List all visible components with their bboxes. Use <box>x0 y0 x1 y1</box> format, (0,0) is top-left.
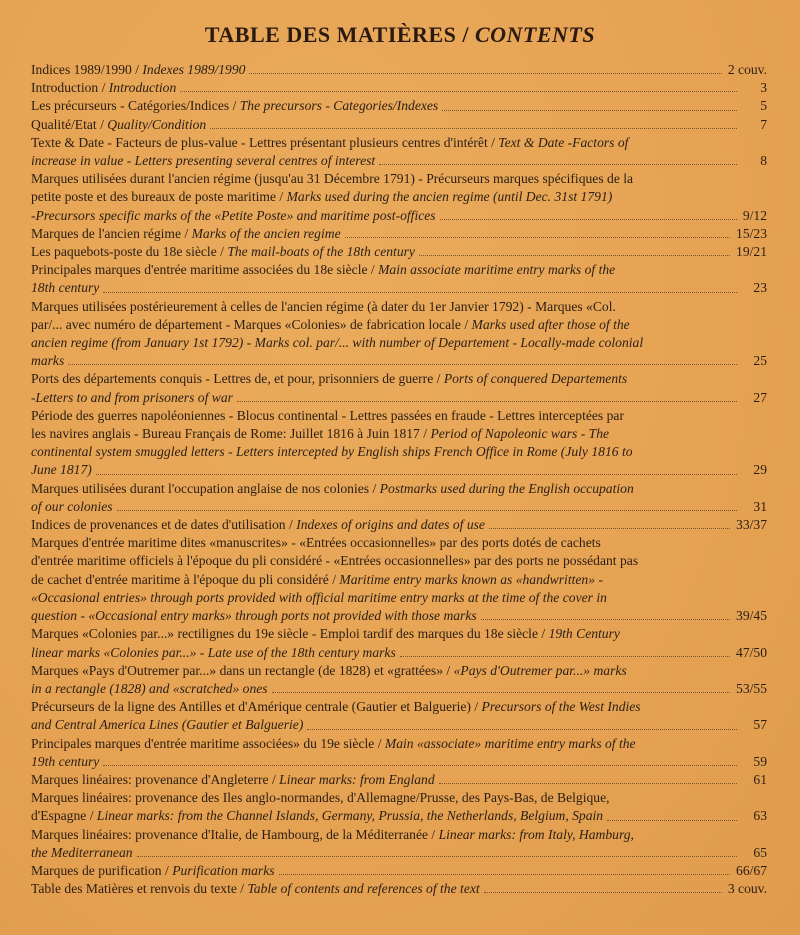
dot-leader <box>237 401 737 402</box>
entry-text-en: Indexes of origins and dates of use <box>296 517 485 533</box>
toc-entry-line <box>31 334 767 352</box>
toc-entry <box>31 516 767 534</box>
toc-entry-last-line <box>31 880 767 898</box>
toc-entry <box>31 407 767 480</box>
entry-separator: / <box>470 699 482 715</box>
toc-entry-line <box>31 480 767 498</box>
toc-entry-last-line <box>31 680 767 698</box>
entry-last-text <box>31 862 275 880</box>
toc-entry-line <box>31 188 767 206</box>
entry-text-fr: Marques linéaires: provenance d'Angleterre <box>31 771 269 787</box>
entry-last-text <box>31 352 64 370</box>
entry-text-en: linear marks «Colonies par...» - Late use of the 18th century marks <box>31 644 396 660</box>
toc-entry-last-line <box>31 97 767 115</box>
toc-entry <box>31 880 767 898</box>
page-number: 27 <box>753 389 767 405</box>
dot-leader <box>345 237 730 238</box>
entry-text-en: The precursors - Categories/Indexes <box>239 98 439 114</box>
toc-entry <box>31 79 767 97</box>
entry-text-fr: Marques linéaires: provenance d'Italie, de Hambourg, de la Méditerranée <box>31 826 429 842</box>
toc-entry <box>31 134 767 170</box>
entry-text-fr: de cachet d'entrée maritime à l'époque du pli considéré <box>31 571 329 587</box>
page-number: 3 <box>760 80 767 96</box>
entry-text-en: Linear marks: from England <box>279 771 435 787</box>
page-number: 15/23 <box>736 225 767 241</box>
entry-last-text <box>31 97 438 115</box>
toc-entry-last-line <box>31 389 767 407</box>
toc-entry-line <box>31 316 767 334</box>
entry-text-fr: Table des Matières et renvois du texte <box>31 881 237 897</box>
dot-leader <box>137 856 737 857</box>
entry-text-en: «Occasional entries» through ports provided with official maritime entry marks at the time of the cover in <box>31 589 607 605</box>
toc-entry-line <box>31 170 767 188</box>
entry-text-en: «Pays d'Outremer par...» marks <box>453 662 627 678</box>
toc-entry-last-line <box>31 716 767 734</box>
toc-entry-last-line <box>31 152 767 170</box>
toc-entry-line <box>31 134 767 152</box>
toc-entry-line <box>31 407 767 425</box>
dot-leader <box>440 219 737 220</box>
toc-entry-last-line <box>31 79 767 97</box>
entry-text-fr: Introduction <box>31 80 99 96</box>
entry-text-en: 19th Century <box>548 626 620 642</box>
entry-text-fr: Marques de l'ancien régime <box>31 225 182 241</box>
entry-separator: / <box>460 316 472 332</box>
entry-text-en: -Precursors specific marks of the «Petite Poste» and maritime post-offices <box>31 207 436 223</box>
entry-separator: / <box>367 262 379 278</box>
toc-entry <box>31 243 767 261</box>
page-number: 5 <box>760 98 767 114</box>
dot-leader <box>180 91 737 92</box>
entry-text-fr: par/... avec numéro de département - Marques «Colonies» de fabrication locale <box>31 316 461 332</box>
toc-entry-line <box>31 789 767 807</box>
toc-entry-last-line <box>31 61 767 79</box>
toc-entry-last-line <box>31 116 767 134</box>
entry-text-fr: Indices de provenances et de dates d'utilisation <box>31 517 286 533</box>
page-number: 65 <box>753 844 767 860</box>
entry-text-fr: Les précurseurs - Catégories/Indices <box>31 98 230 114</box>
page-number: 53/55 <box>736 680 767 696</box>
page-title <box>0 22 800 48</box>
page-number: 25 <box>753 353 767 369</box>
entry-text-en: Maritime entry marks known as «handwritten» - <box>339 571 603 587</box>
dot-leader <box>607 820 737 821</box>
entry-last-text <box>31 79 176 97</box>
entry-separator: / <box>419 426 431 442</box>
entry-text-en: Linear marks: from Italy, Hamburg, <box>438 826 634 842</box>
dot-leader <box>484 892 722 893</box>
entry-text-en: Precursors of the West Indies <box>481 699 641 715</box>
dot-leader <box>400 656 730 657</box>
entry-last-text <box>31 680 268 698</box>
entry-separator: / <box>328 571 340 587</box>
toc-entry-last-line <box>31 862 767 880</box>
toc-entry-line <box>31 625 767 643</box>
entry-text-en: Main «associate» maritime entry marks of the <box>384 735 636 751</box>
toc-entry <box>31 61 767 79</box>
entry-last-text <box>31 225 341 243</box>
entry-last-text <box>31 753 99 771</box>
entry-text-en: increase in value - Letters presenting several centres of interest <box>31 153 376 169</box>
entry-text-fr: Indices 1989/1990 <box>31 62 132 77</box>
entry-last-text <box>31 771 435 789</box>
entry-last-text <box>31 716 303 734</box>
toc-entry-last-line <box>31 844 767 862</box>
entry-text-fr: Qualité/Etat <box>31 116 97 132</box>
toc-entry-last-line <box>31 243 767 261</box>
entry-text-fr: Marques «Colonies par...» rectilignes du 19e siècle - Emploi tardif des marques du 18e siècle <box>31 626 538 642</box>
dot-leader <box>379 164 737 165</box>
entry-separator: / <box>487 134 499 150</box>
entry-separator: / <box>374 735 385 751</box>
toc-entry <box>31 735 767 771</box>
entry-separator: / <box>276 189 287 205</box>
page-number: 9/12 <box>742 207 767 223</box>
entry-separator: / <box>537 626 549 642</box>
toc-entry-last-line <box>31 607 767 625</box>
entry-text-en: Text & Date -Factors of <box>498 134 629 150</box>
toc-entry-line <box>31 552 767 570</box>
toc-entry <box>31 116 767 134</box>
entry-text-fr: d'Espagne <box>31 808 87 824</box>
page-number: 63 <box>753 808 767 824</box>
dot-leader <box>307 729 737 730</box>
page-number: 33/37 <box>736 517 767 533</box>
entry-text-en: 18th century <box>31 280 100 296</box>
page-number: 61 <box>753 771 767 787</box>
toc-entry <box>31 662 767 698</box>
page-number: 47/50 <box>736 644 767 660</box>
toc-entry <box>31 225 767 243</box>
toc-entry-line <box>31 826 767 844</box>
entry-last-text <box>31 279 99 297</box>
entry-last-text <box>31 644 396 662</box>
dot-leader <box>103 765 737 766</box>
toc-entry-line <box>31 662 767 680</box>
page-number: 31 <box>753 498 767 514</box>
entry-text-fr: petite poste et des bureaux de poste maritime <box>31 189 276 205</box>
toc-entry-last-line <box>31 352 767 370</box>
toc-entry-line <box>31 298 767 316</box>
toc-entry-last-line <box>31 771 767 789</box>
entry-last-text <box>31 516 485 534</box>
title-fr: TABLE DES MATIÈRES <box>204 22 457 47</box>
entry-text-en: Marks used during the ancien regime (until Dec. 31st 1791) <box>286 189 613 205</box>
entry-text-fr: Marques utilisées durant l'occupation anglaise de nos colonies <box>31 480 370 496</box>
toc-entry <box>31 97 767 115</box>
dot-leader <box>442 110 737 111</box>
entry-text-en: Main associate maritime entry marks of the <box>378 262 616 278</box>
entry-text-en: Marks of the ancien regime <box>191 225 341 241</box>
table-of-contents <box>31 61 767 898</box>
entry-text-en: Table of contents and references of the text <box>247 881 480 897</box>
dot-leader <box>481 619 730 620</box>
toc-entry-last-line <box>31 644 767 662</box>
toc-entry <box>31 298 767 371</box>
entry-text-fr: Ports des départements conquis - Lettres de, et pour, prisonniers de guerre <box>31 371 434 387</box>
page-number: 2 couv. <box>727 62 767 77</box>
entry-text-fr: Marques d'entrée maritime dites «manuscrites» - «Entrées occasionnelles» par des ports dotés de cachets <box>31 535 601 551</box>
entry-separator: / <box>181 225 192 241</box>
page-number: 29 <box>753 462 767 478</box>
entry-text-en: the Mediterranean <box>31 844 133 860</box>
toc-entry-last-line <box>31 225 767 243</box>
entry-last-text <box>31 152 375 170</box>
entry-text-en: in a rectangle (1828) and «scratched» ones <box>31 680 268 696</box>
entry-last-text <box>31 498 113 516</box>
entry-last-text <box>31 116 206 134</box>
toc-entry-line <box>31 534 767 552</box>
dot-leader <box>419 255 730 256</box>
toc-entry-line <box>31 443 767 461</box>
entry-separator: / <box>428 826 439 842</box>
toc-entry <box>31 625 767 661</box>
dot-leader <box>249 73 721 74</box>
entry-text-en: Introduction <box>108 80 177 96</box>
dot-leader <box>103 292 737 293</box>
entry-text-en: 19th century <box>31 753 100 769</box>
entry-last-text <box>31 607 477 625</box>
entry-text-en: marks <box>31 353 65 369</box>
toc-entry-last-line <box>31 516 767 534</box>
entry-text-fr: Marques de purification <box>31 862 162 878</box>
toc-entry-last-line <box>31 461 767 479</box>
page-number: 39/45 <box>736 608 767 624</box>
entry-text-fr: Principales marques d'entrée maritime associées du 18e siècle <box>31 262 368 278</box>
entry-last-text <box>31 461 92 479</box>
dot-leader <box>68 364 737 365</box>
toc-entry <box>31 826 767 862</box>
toc-entry-last-line <box>31 279 767 297</box>
entry-last-text <box>31 389 233 407</box>
entry-text-en: Quality/Condition <box>107 116 207 132</box>
entry-last-text <box>31 807 603 825</box>
dot-leader <box>279 874 731 875</box>
toc-entry-line <box>31 735 767 753</box>
entry-text-fr: Marques «Pays d'Outremer par...» dans un rectangle (de 1828) et «grattées» <box>31 662 444 678</box>
entry-text-en: Linear marks: from the Channel Islands, Germany, Prussia, the Netherlands, Belgium, Spain <box>96 808 604 824</box>
toc-entry <box>31 261 767 297</box>
entry-separator: / <box>285 517 297 533</box>
title-separator: / <box>456 22 475 47</box>
entry-text-en: Purification marks <box>172 862 275 878</box>
entry-last-text <box>31 844 133 862</box>
entry-separator: / <box>131 62 143 77</box>
entry-text-en: -Letters to and from prisoners of war <box>31 389 233 405</box>
entry-separator: / <box>98 80 109 96</box>
entry-separator: / <box>236 881 248 897</box>
toc-entry <box>31 480 767 516</box>
entry-text-en: Postmarks used during the English occupation <box>379 480 634 496</box>
toc-entry-last-line <box>31 207 767 225</box>
entry-text-en: Marks used after those of the <box>471 316 630 332</box>
toc-entry-line <box>31 698 767 716</box>
toc-entry <box>31 862 767 880</box>
page-number: 7 <box>760 116 767 132</box>
page-number: 59 <box>753 753 767 769</box>
toc-entry-line <box>31 370 767 388</box>
entry-text-en: Ports of conquered Departements <box>443 371 628 387</box>
page-number: 57 <box>753 717 767 733</box>
toc-entry <box>31 698 767 734</box>
entry-text-en: of our colonies <box>31 498 113 514</box>
dot-leader <box>489 528 730 529</box>
entry-text-en: and Central America Lines (Gautier et Balguerie) <box>31 717 304 733</box>
toc-entry-last-line <box>31 753 767 771</box>
entry-separator: / <box>268 771 280 787</box>
entry-text-en: ancien regime (from January 1st 1792) - Marks col. par/... with number of Departement - Locally-made colonial <box>31 335 644 351</box>
page-number: 19/21 <box>736 244 767 260</box>
toc-entry <box>31 534 767 625</box>
entry-separator: / <box>443 662 454 678</box>
entry-text-en: June 1817) <box>31 462 92 478</box>
dot-leader <box>272 692 730 693</box>
toc-entry-line <box>31 589 767 607</box>
toc-entry <box>31 370 767 406</box>
toc-entry-last-line <box>31 807 767 825</box>
entry-text-fr: Texte & Date - Facteurs de plus-value - Lettres présentant plusieurs centres d'intérêt <box>31 134 488 150</box>
page-number: 66/67 <box>736 862 767 878</box>
page-number: 8 <box>760 153 767 169</box>
dot-leader <box>96 474 737 475</box>
toc-entry-last-line <box>31 498 767 516</box>
entry-separator: / <box>433 371 444 387</box>
entry-text-fr: Période des guerres napoléoniennes - Blocus continental - Lettres passées en fraude - Lettres interceptées par <box>31 407 624 423</box>
entry-separator: / <box>96 116 108 132</box>
entry-last-text <box>31 880 480 898</box>
entry-text-en: question - «Occasional entry marks» through ports not provided with those marks <box>31 608 477 624</box>
entry-last-text <box>31 207 436 225</box>
dot-leader <box>117 510 737 511</box>
toc-entry <box>31 789 767 825</box>
entry-separator: / <box>229 98 240 114</box>
entry-text-fr: Marques utilisées durant l'ancien régime (jusqu'au 31 Décembre 1791) - Précurseurs marques spécifiques de la <box>31 171 634 187</box>
toc-entry <box>31 170 767 225</box>
toc-entry <box>31 771 767 789</box>
toc-entry-line <box>31 571 767 589</box>
dot-leader <box>210 128 737 129</box>
entry-text-en: The mail-boats of the 18th century <box>227 244 415 260</box>
entry-text-fr: Les paquebots-poste du 18e siècle <box>31 244 217 260</box>
entry-separator: / <box>86 808 97 824</box>
entry-last-text <box>31 61 245 79</box>
dot-leader <box>439 783 737 784</box>
entry-text-fr: Marques linéaires: provenance des Iles anglo-normandes, d'Allemagne/Prusse, des Pays-Bas, de Belgique, <box>31 790 610 806</box>
entry-text-fr: Précurseurs de la ligne des Antilles et d'Amérique centrale (Gautier et Balguerie) <box>31 699 471 715</box>
entry-text-fr: Principales marques d'entrée maritime associées» du 19e siècle <box>31 735 375 751</box>
toc-entry-line <box>31 425 767 443</box>
toc-entry-line <box>31 261 767 279</box>
entry-separator: / <box>161 862 173 878</box>
entry-text-en: Indexes 1989/1990 <box>142 62 246 77</box>
entry-separator: / <box>216 244 228 260</box>
entry-last-text <box>31 243 415 261</box>
entry-text-fr: d'entrée maritime officiels à l'époque du pli considéré - «Entrées occasionnelles» par des ports ne possédant pas <box>31 553 639 569</box>
entry-text-fr: Marques utilisées postérieurement à celles de l'ancien régime (à dater du 1er Janvier 1792) - Marques «Col. <box>31 298 616 314</box>
entry-separator: / <box>369 480 380 496</box>
page-number: 23 <box>753 280 767 296</box>
page-number: 3 couv. <box>727 881 767 897</box>
entry-text-en: Period of Napoleonic wars - The <box>430 426 610 442</box>
title-en: CONTENTS <box>474 22 596 47</box>
entry-text-fr: les navires anglais - Bureau Français de Rome: Juillet 1816 à Juin 1817 <box>31 426 420 442</box>
entry-text-en: continental system smuggled letters - Letters intercepted by English ships French Office in Rome (July 1816 to <box>31 444 633 460</box>
